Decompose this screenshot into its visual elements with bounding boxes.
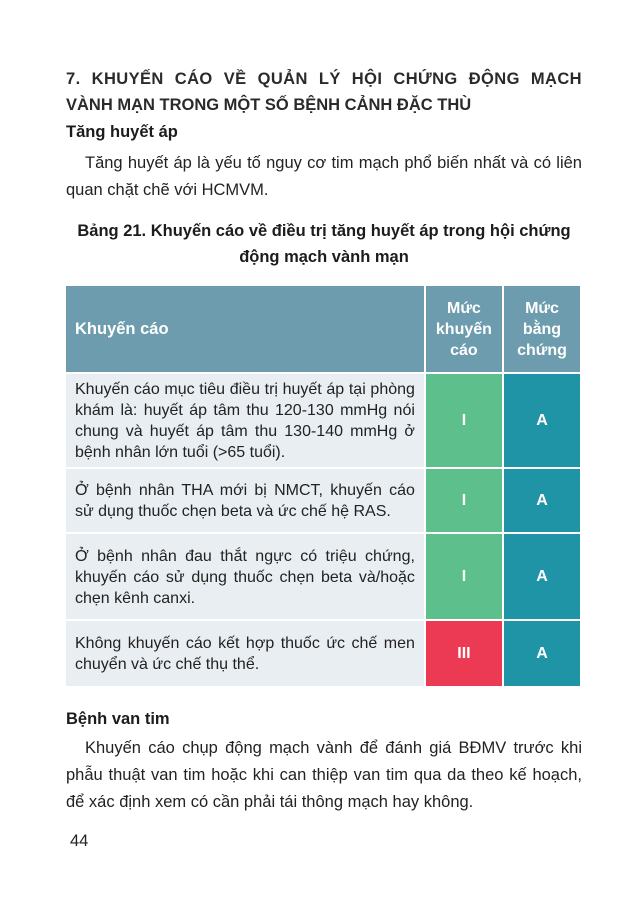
recommendation-level-cell: I <box>426 469 502 532</box>
recommendation-text: Không khuyến cáo kết hợp thuốc ức chế men chuyển và ức chế thụ thể. <box>66 621 424 686</box>
table-header-row <box>66 286 580 372</box>
hypertension-paragraph: Tăng huyết áp là yếu tố nguy cơ tim mạch phổ biến nhất và có liên quan chặt chẽ với HCMVM. <box>66 154 582 199</box>
section-title-line-1: 7. KHUYẾN CÁO VỀ QUẢN LÝ HỘI CHỨNG ĐỘNG MẠCH <box>66 70 582 88</box>
header-evidence-line-1: Mức <box>525 299 559 317</box>
recommendation-level-cell: III <box>426 621 502 686</box>
table-title <box>66 218 582 270</box>
evidence-level-cell: A <box>504 534 580 619</box>
evidence-level-cell: A <box>504 374 580 467</box>
header-recommendation: Khuyến cáo <box>66 286 424 372</box>
header-level-line-2: khuyến <box>435 320 492 338</box>
header-level-line-1: Mức <box>447 299 481 317</box>
recommendation-level-cell: I <box>426 374 502 467</box>
header-evidence-line-3: chứng <box>517 341 567 359</box>
recommendation-text: Ở bệnh nhân đau thắt ngực có triệu chứng, khuyến cáo sử dụng thuốc chẹn beta và/hoặc chẹn kênh canxi. <box>66 534 424 619</box>
header-evidence-level <box>504 286 580 372</box>
table-row <box>66 534 580 619</box>
header-level-line-3: cáo <box>450 341 478 359</box>
section-title-line-2: VÀNH MẠN TRONG MỘT SỐ BỆNH CẢNH ĐẶC THÙ <box>66 96 472 114</box>
valve-disease-heading: Bệnh van tim <box>66 710 170 728</box>
recommendation-table <box>64 284 582 688</box>
valve-disease-paragraph: Khuyến cáo chụp động mạch vành để đánh giá BĐMV trước khi phẫu thuật van tim hoặc khi can thiệp van tim qua da theo kế hoạch, để xác định xem có cần phải tái thông mạch hay không. <box>66 739 582 811</box>
page-content <box>66 66 582 816</box>
table-row <box>66 469 580 532</box>
hypertension-heading: Tăng huyết áp <box>66 123 178 141</box>
table-title-line-1: Bảng 21. Khuyến cáo về điều trị tăng huyết áp trong hội chứng <box>77 222 571 240</box>
recommendation-level-cell: I <box>426 534 502 619</box>
table-row <box>66 621 580 686</box>
evidence-level-cell: A <box>504 621 580 686</box>
table-title-line-2: động mạch vành mạn <box>239 248 409 266</box>
header-evidence-line-2: bằng <box>522 320 562 338</box>
table-row <box>66 374 580 467</box>
page-number: 44 <box>70 832 89 850</box>
recommendation-text: Khuyến cáo mục tiêu điều trị huyết áp tại phòng khám là: huyết áp tâm thu 120-130 mmHg nói chung và huyết áp tâm thu 130-140 mmHg ở bệnh nhân lớn tuổi (>65 tuổi). <box>66 374 424 467</box>
header-recommendation-level <box>426 286 502 372</box>
section-title <box>66 66 582 118</box>
recommendation-text: Ở bệnh nhân THA mới bị NMCT, khuyến cáo sử dụng thuốc chẹn beta và ức chế hệ RAS. <box>66 469 424 532</box>
evidence-level-cell: A <box>504 469 580 532</box>
